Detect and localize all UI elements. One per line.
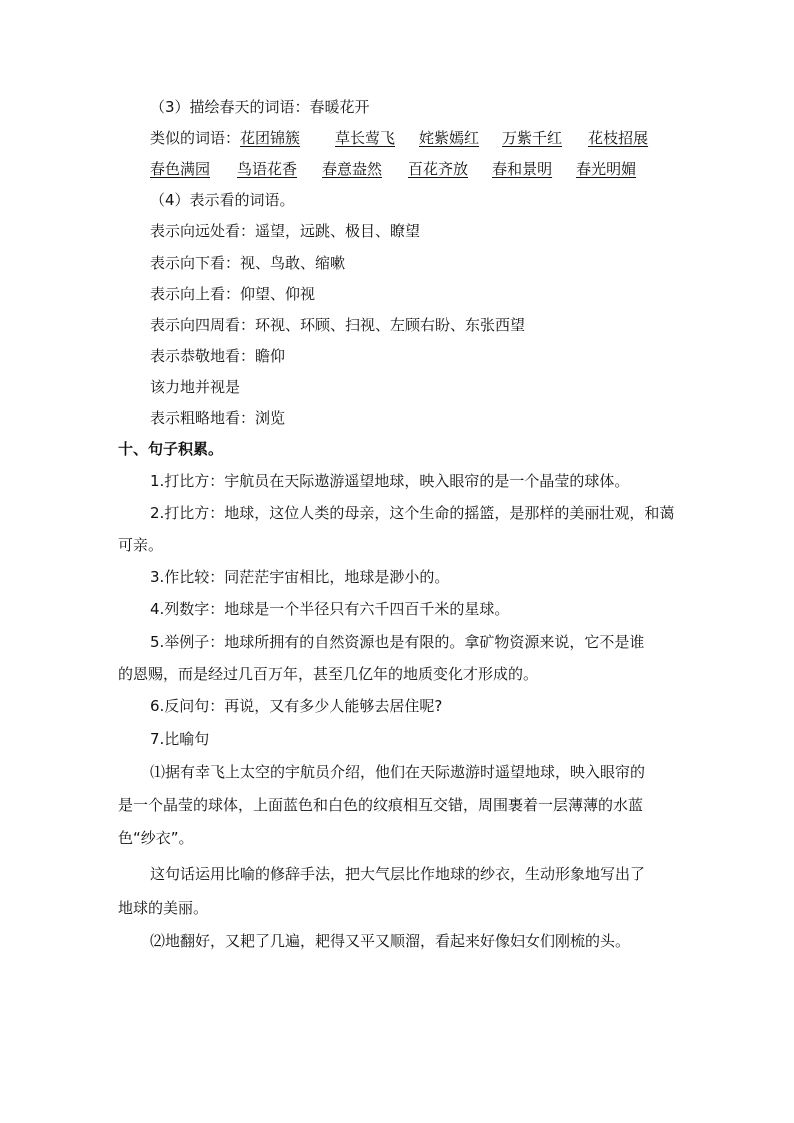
sentence-4: 4.列数字：地球是一个半径只有六千四百千米的星球。 (150, 600, 510, 618)
sentence-2-line-1: 2.打比方：地球，这位人类的母亲，这个生命的摇篮，是那样的美丽壮观，和蔼 (150, 504, 675, 522)
analysis-line-2: 地球的美丽。 (118, 899, 209, 917)
idiom-2: 草长莺飞 (335, 129, 396, 147)
sentence-7-2: ⑵地翻好，又耙了几遍，耙得又平又顺溜，看起来好像妇女们刚梳的头。 (150, 932, 631, 950)
sentence-7-1-line-1: ⑴据有幸飞上太空的宇航员介绍，他们在天际遨游时遥望地球，映入眼帘的 (150, 763, 646, 781)
idiom-6: 春色满园 (150, 160, 211, 178)
sentence-7-heading: 7.比喻句 (150, 730, 210, 748)
idiom-9: 百花齐放 (408, 160, 469, 178)
item-3-heading: （3）描绘春天的词语：春暖花开 (150, 98, 370, 116)
analysis-line-1: 这句话运用比喻的修辞手法，把大气层比作地球的纱衣，生动形象地写出了 (150, 865, 646, 883)
similar-words-label: 类似的词语： (150, 129, 241, 147)
sentence-1: 1.打比方：宇航员在天际遨游遥望地球，映入眼帘的是一个晶莹的球体。 (150, 472, 630, 490)
look-respect: 表示恭敬地看：瞻仰 (150, 347, 286, 365)
section-10-heading: 十、句子积累。 (118, 440, 224, 458)
sentence-2-line-2: 可亲。 (118, 536, 164, 554)
idiom-8: 春意盎然 (322, 160, 383, 178)
idiom-10: 春和景明 (492, 160, 553, 178)
sentence-5-line-1: 5.举例子：地球所拥有的自然资源也是有限的。拿矿物资源来说，它不是谁 (150, 633, 645, 651)
look-up: 表示向上看：仰望、仰视 (150, 285, 316, 303)
look-around: 表示向四周看：环视、环顾、扫视、左顾右盼、东张西望 (150, 316, 526, 334)
idiom-5: 花枝招展 (588, 129, 649, 147)
sentence-7-1-line-3: 色“纱衣”。 (118, 829, 194, 847)
idiom-1: 花团锦簇 (240, 129, 301, 147)
similar-words-row-1 (150, 128, 648, 148)
similar-words-row-2 (150, 159, 636, 179)
item-4-heading: （4）表示看的词语。 (150, 191, 295, 209)
idiom-4: 万紫千红 (502, 129, 563, 147)
idiom-3: 姹紫嫣红 (419, 129, 480, 147)
sentence-5-line-2: 的恩赐，而是经过几百万年，甚至几亿年的地质变化才形成的。 (118, 665, 539, 683)
look-misc: 该力地并视是 (150, 378, 241, 396)
sentence-7-1-line-2: 是一个晶莹的球体，上面蓝色和白色的纹痕相互交错，周围裹着一层薄薄的水蓝 (118, 796, 644, 814)
idiom-11: 春光明媚 (576, 160, 637, 178)
look-rough: 表示粗略地看：浏览 (150, 409, 286, 427)
look-far: 表示向远处看：遥望，远跳、极目、瞭望 (150, 222, 421, 240)
sentence-6: 6.反问句：再说，又有多少人能够去居住呢? (150, 697, 443, 715)
look-down: 表示向下看：视、鸟敢、缩嗽 (150, 254, 346, 272)
idiom-7: 鸟语花香 (237, 160, 298, 178)
sentence-3: 3.作比较：同茫茫宇宙相比，地球是渺小的。 (150, 568, 450, 586)
